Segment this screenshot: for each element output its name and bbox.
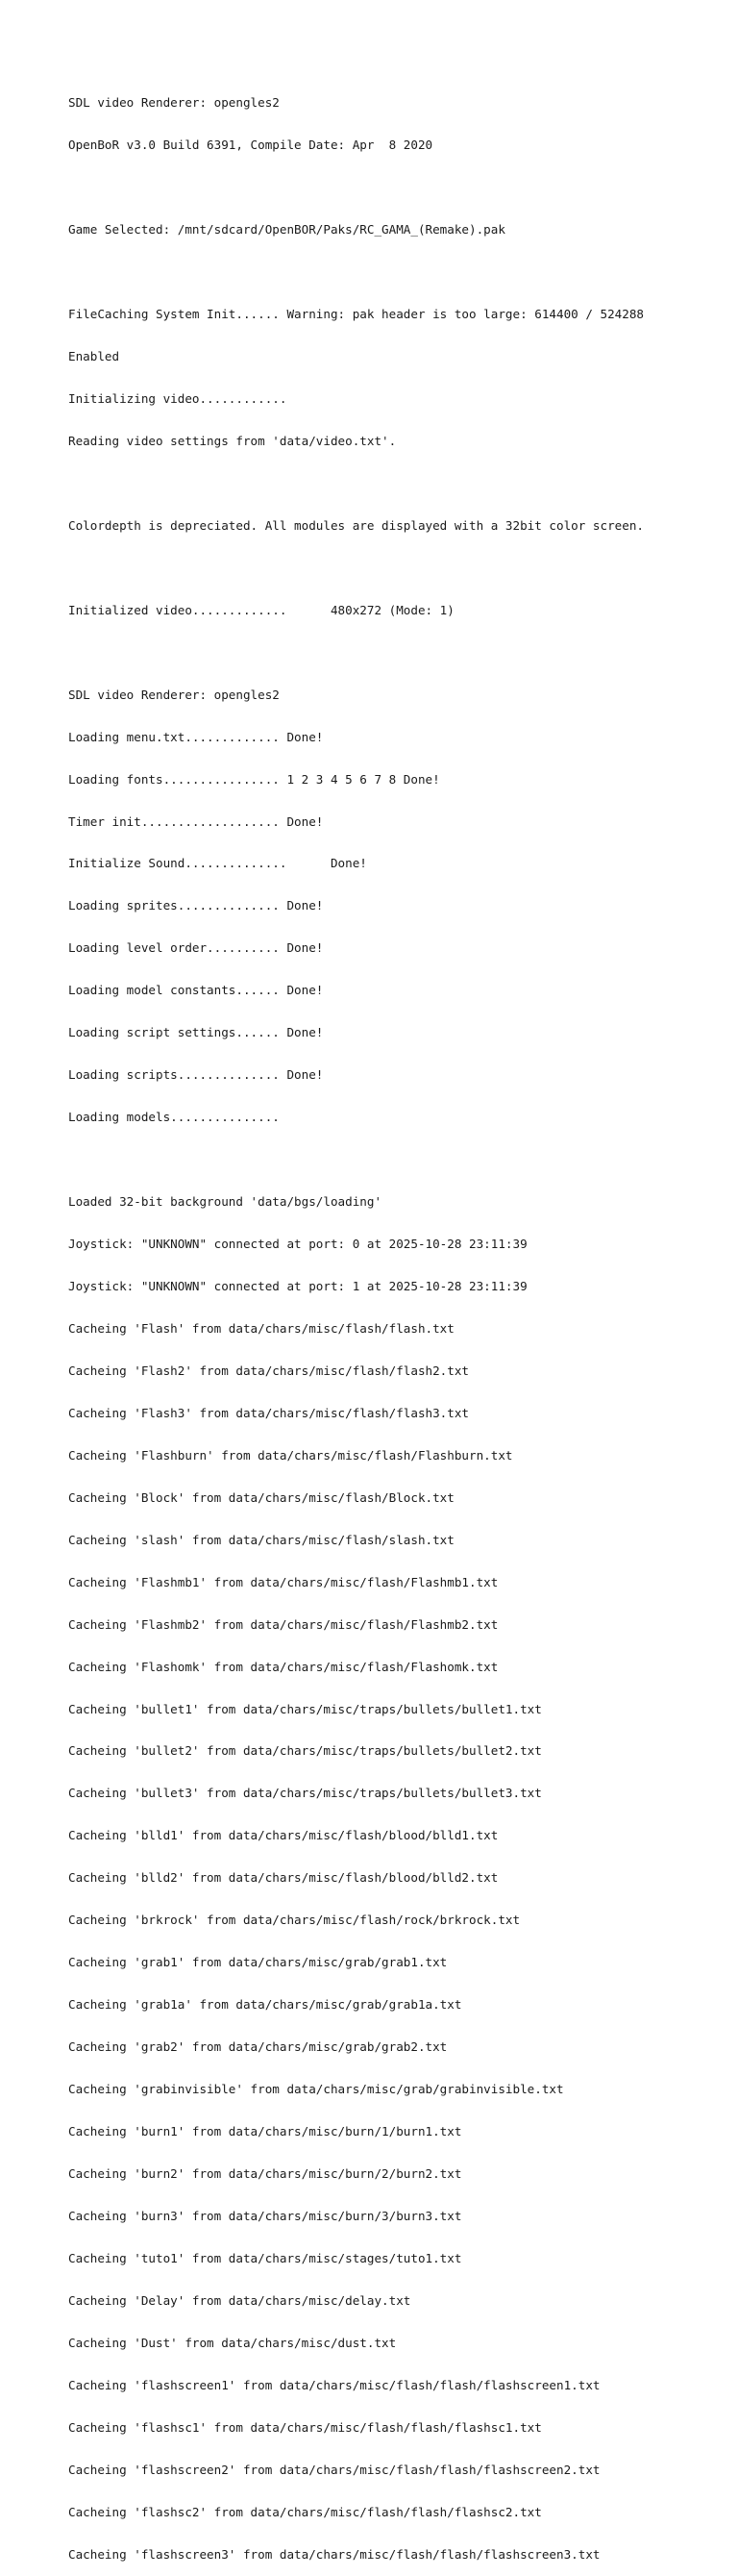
- log-line: Colordepth is depreciated. All modules are displayed with a 32bit color screen.: [68, 517, 644, 533]
- log-line: Cacheing 'grab1a' from data/chars/misc/grab/grab1a.txt: [68, 1997, 462, 2013]
- log-line: Cacheing 'bullet2' from data/chars/misc/traps/bullets/bullet2.txt: [68, 1743, 542, 1759]
- log-line: Loading scripts.............. Done!: [68, 1067, 324, 1083]
- log-line: Loading model constants...... Done!: [68, 983, 324, 998]
- log-line: Cacheing 'tuto1' from data/chars/misc/stages/tuto1.txt: [68, 2250, 462, 2265]
- log-line: Cacheing 'Flash2' from data/chars/misc/flash/flash2.txt: [68, 1363, 470, 1378]
- log-line: Cacheing 'grab2' from data/chars/misc/grab/grab2.txt: [68, 2039, 448, 2055]
- log-line: Cacheing 'bullet1' from data/chars/misc/traps/bullets/bullet1.txt: [68, 1701, 542, 1716]
- log-line: Cacheing 'bullet3' from data/chars/misc/traps/bullets/bullet3.txt: [68, 1786, 542, 1801]
- log-line: Joystick: "UNKNOWN" connected at port: 0 at 2025-10-28 23:11:39: [68, 1237, 528, 1252]
- log-line: Cacheing 'Dust' from data/chars/misc/dust.txt: [68, 2335, 397, 2350]
- log-line: Cacheing 'blld1' from data/chars/misc/flash/blood/blld1.txt: [68, 1828, 499, 1843]
- log-line: Loading menu.txt............. Done!: [68, 729, 324, 744]
- log-line: Cacheing 'Flashomk' from data/chars/misc/flash/Flashomk.txt: [68, 1659, 499, 1674]
- log-line: Game Selected: /mnt/sdcard/OpenBOR/Paks/RC_GAMA_(Remake).pak: [68, 222, 505, 238]
- log-blank-line: [68, 1153, 731, 1167]
- log-line: Cacheing 'slash' from data/chars/misc/flash/slash.txt: [68, 1532, 455, 1547]
- log-line: Cacheing 'Flashmb2' from data/chars/misc/flash/Flashmb2.txt: [68, 1616, 499, 1632]
- log-line: Cacheing 'flashsc2' from data/chars/misc/flash/flash/flashsc2.txt: [68, 2504, 542, 2519]
- log-line: Loading models...............: [68, 1110, 280, 1125]
- log-line: SDL video Renderer: opengles2: [68, 687, 280, 702]
- log-line: Timer init................... Done!: [68, 813, 324, 829]
- log-line: Initialized video............. 480x272 (Mode: 1): [68, 602, 455, 617]
- log-line: Initialize Sound.............. Done!: [68, 856, 367, 871]
- log-line: Cacheing 'grab1' from data/chars/misc/grab/grab1.txt: [68, 1955, 448, 1970]
- log-line: Cacheing 'Flash' from data/chars/misc/flash/flash.txt: [68, 1320, 455, 1336]
- log-line: Initializing video............: [68, 390, 287, 406]
- log-line: Cacheing 'Flash3' from data/chars/misc/flash/flash3.txt: [68, 1405, 470, 1420]
- log-output: [68, 68, 731, 2576]
- log-line: Cacheing 'Block' from data/chars/misc/flash/Block.txt: [68, 1489, 455, 1505]
- log-line: Cacheing 'brkrock' from data/chars/misc/flash/rock/brkrock.txt: [68, 1913, 521, 1928]
- log-line: Loading fonts................ 1 2 3 4 5 6 7 8 Done!: [68, 771, 440, 787]
- log-blank-line: [68, 477, 731, 491]
- log-line: Reading video settings from 'data/video.txt'.: [68, 433, 397, 448]
- log-line: OpenBoR v3.0 Build 6391, Compile Date: Apr 8 2020: [68, 138, 433, 153]
- log-line: Loading script settings...... Done!: [68, 1025, 324, 1040]
- log-line: Cacheing 'flashscreen3' from data/chars/misc/flash/flash/flashscreen3.txt: [68, 2546, 601, 2562]
- log-line: Enabled: [68, 349, 120, 364]
- log-line: Cacheing 'burn3' from data/chars/misc/burn/3/burn3.txt: [68, 2208, 462, 2223]
- log-blank-line: [68, 181, 731, 195]
- log-line: Cacheing 'blld2' from data/chars/misc/flash/blood/blld2.txt: [68, 1870, 499, 1886]
- log-line: Loading sprites.............. Done!: [68, 898, 324, 913]
- log-blank-line: [68, 646, 731, 661]
- log-line: Cacheing 'flashscreen2' from data/chars/misc/flash/flash/flashscreen2.txt: [68, 2462, 601, 2477]
- log-line: FileCaching System Init...... Warning: pak header is too large: 614400 / 524288: [68, 307, 644, 322]
- log-line: Cacheing 'Flashburn' from data/chars/misc/flash/Flashburn.txt: [68, 1447, 513, 1463]
- log-line: Cacheing 'burn1' from data/chars/misc/burn/1/burn1.txt: [68, 2124, 462, 2139]
- log-blank-line: [68, 562, 731, 576]
- log-line: Cacheing 'Delay' from data/chars/misc/delay.txt: [68, 2292, 411, 2308]
- log-line: Loaded 32-bit background 'data/bgs/loading': [68, 1194, 382, 1210]
- log-line: Joystick: "UNKNOWN" connected at port: 1 at 2025-10-28 23:11:39: [68, 1279, 528, 1293]
- log-line: Cacheing 'flashscreen1' from data/chars/misc/flash/flash/flashscreen1.txt: [68, 2377, 601, 2392]
- log-line: Loading level order.......... Done!: [68, 940, 324, 956]
- log-line: Cacheing 'flashsc1' from data/chars/misc/flash/flash/flashsc1.txt: [68, 2419, 542, 2435]
- log-blank-line: [68, 265, 731, 280]
- log-line: Cacheing 'burn2' from data/chars/misc/burn/2/burn2.txt: [68, 2166, 462, 2182]
- log-line: SDL video Renderer: opengles2: [68, 95, 280, 111]
- log-line: Cacheing 'Flashmb1' from data/chars/misc/flash/Flashmb1.txt: [68, 1574, 499, 1589]
- log-line: Cacheing 'grabinvisible' from data/chars/misc/grab/grabinvisible.txt: [68, 2082, 564, 2097]
